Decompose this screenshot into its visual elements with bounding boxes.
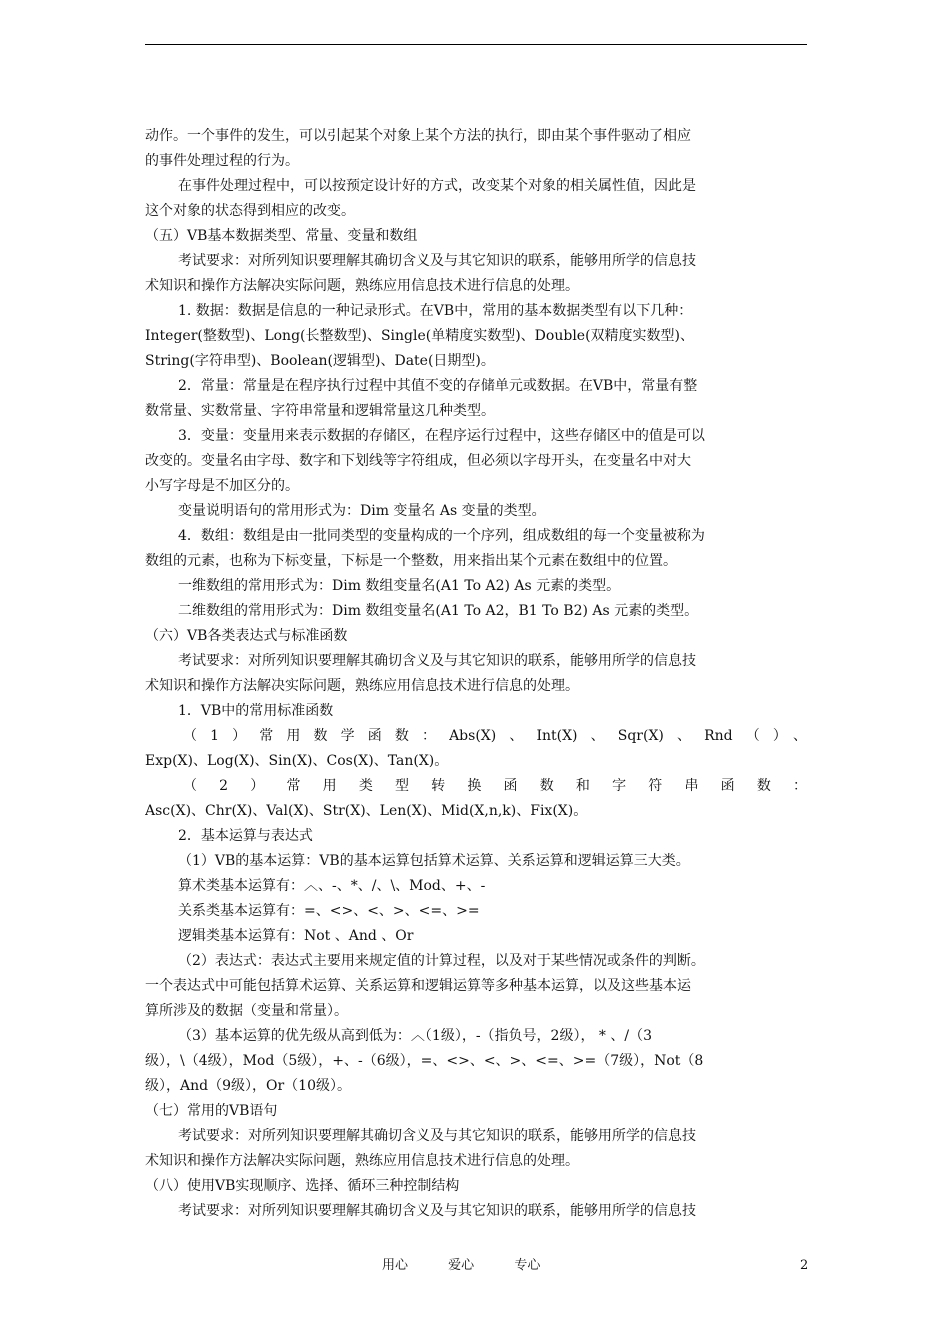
text-line: 考试要求：对所列知识要理解其确切含义及与其它知识的联系，能够用所学的信息技	[178, 1203, 696, 1219]
text-line: 一维数组的常用形式为：Dim 数组变量名(A1 To A2) As 元素的类型。	[178, 578, 621, 594]
text-line: 关系类基本运算有：=、<>、<、>、<=、>=	[178, 903, 480, 919]
text-line: （2）表达式：表达式主要用来规定值的计算过程，以及对于某些情况或条件的判断。	[178, 953, 705, 969]
subsection-heading: 2．基本运算与表达式	[178, 828, 313, 844]
body-text	[145, 124, 807, 1224]
header-rule	[145, 44, 807, 45]
text-line: 在事件处理过程中，可以按预定设计好的方式，改变某个对象的相关属性值，因此是	[178, 178, 696, 194]
section-heading: （六）VB各类表达式与标准函数	[145, 628, 348, 644]
text-line: 动作。一个事件的发生，可以引起某个对象上某个方法的执行，即由某个事件驱动了相应	[145, 128, 691, 144]
text-line: 数常量、实数常量、字符串常量和逻辑常量这几种类型。	[145, 403, 495, 419]
text-line: （3）基本运算的优先级从高到低为：︿（1级），-（指负号，2级）， * 、/（3	[178, 1028, 652, 1044]
text-line: 这个对象的状态得到相应的改变。	[145, 203, 355, 219]
page-footer	[0, 1256, 950, 1276]
section-heading: （七）常用的VB语句	[145, 1103, 278, 1119]
text-line: Integer(整数型)、Long(长整数型)、Single(单精度实数型)、Double(双精度实数型)、	[145, 328, 694, 344]
text-line: String(字符串型)、Boolean(逻辑型)、Date(日期型)。	[145, 353, 495, 369]
motto-word: 用心	[382, 1258, 409, 1273]
text-line: 逻辑类基本运算有：Not 、And 、Or	[178, 928, 414, 944]
text-line: 2．常量：常量是在程序执行过程中其值不变的存储单元或数据。在VB中，常量有整	[178, 378, 698, 394]
text-line: 考试要求：对所列知识要理解其确切含义及与其它知识的联系，能够用所学的信息技	[178, 1128, 696, 1144]
text-line: （1）VB的基本运算：VB的基本运算包括算术运算、关系运算和逻辑运算三大类。	[178, 853, 690, 869]
text-line: （2）常用类型转换函数和字符串函数：	[183, 778, 807, 794]
footer-motto	[382, 1256, 576, 1276]
text-line: （1）常用数学函数：Abs(X)、Int(X)、Sqr(X)、Rnd（）、	[183, 728, 807, 744]
text-line: 考试要求：对所列知识要理解其确切含义及与其它知识的联系，能够用所学的信息技	[178, 653, 696, 669]
subsection-heading: 1．VB中的常用标准函数	[178, 703, 334, 719]
text-line: 术知识和操作方法解决实际问题，熟练应用信息技术进行信息的处理。	[145, 278, 579, 294]
section-heading: （八）使用VB实现顺序、选择、循环三种控制结构	[145, 1178, 460, 1194]
text-line: 算术类基本运算有：︿、-、*、/、\、Mod、+、-	[178, 878, 486, 894]
text-line: 一个表达式中可能包括算术运算、关系运算和逻辑运算等多种基本运算，以及这些基本运	[145, 978, 691, 994]
text-line: 4．数组：数组是由一批同类型的变量构成的一个序列，组成数组的每一个变量被称为	[178, 528, 705, 544]
text-line: 变量说明语句的常用形式为：Dim 变量名 As 变量的类型。	[178, 503, 546, 519]
text-line: 级），\（4级），Mod（5级），+、-（6级），=、<>、<、>、<=、>=（7级），Not（8	[145, 1053, 704, 1069]
text-line: 算所涉及的数据（变量和常量）。	[145, 1003, 348, 1019]
text-line: 的事件处理过程的行为。	[145, 153, 299, 169]
section-heading: （五）VB基本数据类型、常量、变量和数组	[145, 228, 418, 244]
text-line: Exp(X)、Log(X)、Sin(X)、Cos(X)、Tan(X)。	[145, 753, 449, 769]
text-line: 术知识和操作方法解决实际问题，熟练应用信息技术进行信息的处理。	[145, 1153, 579, 1169]
text-line: 1. 数据：数据是信息的一种记录形式。在VB中，常用的基本数据类型有以下几种：	[178, 303, 693, 319]
motto-word: 爱心	[448, 1258, 475, 1273]
text-line: 改变的。变量名由字母、数字和下划线等字符组成，但必须以字母开头，在变量名中对大	[145, 453, 691, 469]
page-number: 2	[800, 1258, 809, 1273]
text-line: 术知识和操作方法解决实际问题，熟练应用信息技术进行信息的处理。	[145, 678, 579, 694]
text-line: 小写字母是不加区分的。	[145, 478, 299, 494]
motto-word: 专心	[514, 1258, 541, 1273]
text-line: 二维数组的常用形式为：Dim 数组变量名(A1 To A2，B1 To B2) As 元素的类型。	[178, 603, 699, 619]
text-line: 考试要求：对所列知识要理解其确切含义及与其它知识的联系，能够用所学的信息技	[178, 253, 696, 269]
text-line: Asc(X)、Chr(X)、Val(X)、Str(X)、Len(X)、Mid(X,n,k)、Fix(X)。	[145, 803, 588, 819]
text-line: 级），And（9级），Or（10级）。	[145, 1078, 351, 1094]
text-line: 数组的元素，也称为下标变量，下标是一个整数，用来指出某个元素在数组中的位置。	[145, 553, 677, 569]
text-line: 3．变量：变量用来表示数据的存储区，在程序运行过程中，这些存储区中的值是可以	[178, 428, 705, 444]
